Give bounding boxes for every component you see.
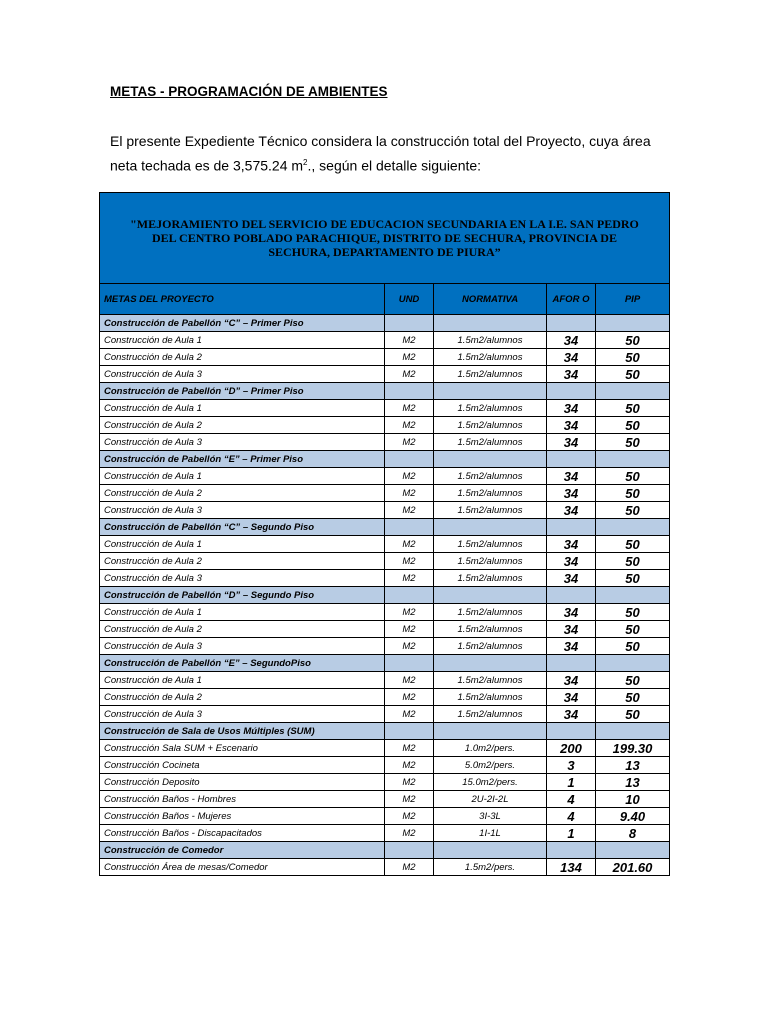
section-empty-cell <box>596 723 670 740</box>
aforo-cell: 34 <box>547 706 596 723</box>
aforo-cell: 34 <box>547 570 596 587</box>
section-row <box>100 451 670 468</box>
section-empty-cell <box>385 842 434 859</box>
table-row <box>100 434 670 451</box>
normativa-cell: 1.5m2/alumnos <box>434 349 547 366</box>
section-empty-cell <box>385 655 434 672</box>
und-cell: M2 <box>385 485 434 502</box>
meta-cell: Construcción Baños - Hombres <box>100 791 385 808</box>
table-row <box>100 774 670 791</box>
section-empty-cell <box>596 842 670 859</box>
section-empty-cell <box>547 451 596 468</box>
aforo-cell: 34 <box>547 366 596 383</box>
meta-cell: Construcción de Aula 2 <box>100 553 385 570</box>
section-empty-cell <box>547 315 596 332</box>
table-row <box>100 400 670 417</box>
normativa-cell: 1.5m2/alumnos <box>434 485 547 502</box>
und-cell: M2 <box>385 536 434 553</box>
normativa-cell: 1I-1L <box>434 825 547 842</box>
pip-cell: 50 <box>596 468 670 485</box>
pip-cell: 50 <box>596 672 670 689</box>
section-row <box>100 315 670 332</box>
table-row <box>100 332 670 349</box>
section-title: Construcción de Pabellón “C” – Segundo Piso <box>100 519 385 536</box>
meta-cell: Construcción Deposito <box>100 774 385 791</box>
aforo-cell: 134 <box>547 859 596 876</box>
table-row <box>100 502 670 519</box>
pip-cell: 50 <box>596 417 670 434</box>
table-row <box>100 553 670 570</box>
section-title: Construcción de Pabellón “E” – SegundoPiso <box>100 655 385 672</box>
section-empty-cell <box>596 315 670 332</box>
table-row <box>100 689 670 706</box>
aforo-cell: 34 <box>547 536 596 553</box>
pip-cell: 50 <box>596 706 670 723</box>
pip-cell: 50 <box>596 638 670 655</box>
intro-superscript: 2 <box>303 158 308 167</box>
pip-cell: 201.60 <box>596 859 670 876</box>
normativa-cell: 1.5m2/alumnos <box>434 621 547 638</box>
meta-cell: Construcción de Aula 3 <box>100 366 385 383</box>
section-row <box>100 655 670 672</box>
aforo-cell: 34 <box>547 400 596 417</box>
meta-cell: Construcción de Aula 2 <box>100 417 385 434</box>
und-cell: M2 <box>385 638 434 655</box>
table-row <box>100 706 670 723</box>
normativa-cell: 1.5m2/alumnos <box>434 689 547 706</box>
und-cell: M2 <box>385 468 434 485</box>
header-normativa: NORMATIVA <box>434 284 547 315</box>
und-cell: M2 <box>385 621 434 638</box>
section-empty-cell <box>385 315 434 332</box>
section-empty-cell <box>547 655 596 672</box>
normativa-cell: 1.5m2/alumnos <box>434 638 547 655</box>
section-empty-cell <box>596 519 670 536</box>
und-cell: M2 <box>385 672 434 689</box>
table-row <box>100 349 670 366</box>
pip-cell: 50 <box>596 536 670 553</box>
table-row <box>100 468 670 485</box>
und-cell: M2 <box>385 604 434 621</box>
section-title: Construcción de Pabellón “C” – Primer Piso <box>100 315 385 332</box>
section-empty-cell <box>385 587 434 604</box>
und-cell: M2 <box>385 332 434 349</box>
table-row <box>100 485 670 502</box>
und-cell: M2 <box>385 825 434 842</box>
meta-cell: Construcción de Aula 3 <box>100 502 385 519</box>
und-cell: M2 <box>385 400 434 417</box>
und-cell: M2 <box>385 808 434 825</box>
normativa-cell: 1.5m2/alumnos <box>434 706 547 723</box>
section-row <box>100 587 670 604</box>
pip-cell: 8 <box>596 825 670 842</box>
und-cell: M2 <box>385 706 434 723</box>
section-empty-cell <box>434 842 547 859</box>
aforo-cell: 34 <box>547 349 596 366</box>
normativa-cell: 1.5m2/alumnos <box>434 553 547 570</box>
meta-cell: Construcción de Aula 3 <box>100 434 385 451</box>
aforo-cell: 34 <box>547 689 596 706</box>
und-cell: M2 <box>385 740 434 757</box>
section-empty-cell <box>434 587 547 604</box>
normativa-cell: 1.5m2/alumnos <box>434 604 547 621</box>
section-empty-cell <box>596 451 670 468</box>
table-header-row <box>100 284 670 315</box>
aforo-cell: 34 <box>547 434 596 451</box>
section-empty-cell <box>547 519 596 536</box>
und-cell: M2 <box>385 502 434 519</box>
und-cell: M2 <box>385 366 434 383</box>
aforo-cell: 34 <box>547 485 596 502</box>
section-title: Construcción de Comedor <box>100 842 385 859</box>
header-metas: METAS DEL PROYECTO <box>100 284 385 315</box>
intro-text: El presente Expediente Técnico considera la construcción total del Proyecto, cuya área neta techada es de 3,575.24 m <box>110 133 651 174</box>
meta-cell: Construcción de Aula 1 <box>100 604 385 621</box>
header-pip: PIP <box>596 284 670 315</box>
und-cell: M2 <box>385 689 434 706</box>
section-title: Construcción de Pabellón “D” – Segundo Piso <box>100 587 385 604</box>
meta-cell: Construcción Baños - Discapacitados <box>100 825 385 842</box>
section-title: Construcción de Pabellón “D” – Primer Piso <box>100 383 385 400</box>
und-cell: M2 <box>385 417 434 434</box>
normativa-cell: 1.5m2/alumnos <box>434 332 547 349</box>
normativa-cell: 15.0m2/pers. <box>434 774 547 791</box>
section-empty-cell <box>434 655 547 672</box>
section-title: Construcción de Sala de Usos Múltiples (SUM) <box>100 723 385 740</box>
table-row <box>100 570 670 587</box>
aforo-cell: 34 <box>547 332 596 349</box>
normativa-cell: 1.5m2/alumnos <box>434 417 547 434</box>
section-empty-cell <box>385 451 434 468</box>
meta-cell: Construcción de Aula 1 <box>100 468 385 485</box>
aforo-cell: 34 <box>547 553 596 570</box>
aforo-cell: 4 <box>547 791 596 808</box>
section-row <box>100 519 670 536</box>
header-aforo: AFOR O <box>547 284 596 315</box>
normativa-cell: 1.0m2/pers. <box>434 740 547 757</box>
table-row <box>100 808 670 825</box>
normativa-cell: 1.5m2/alumnos <box>434 502 547 519</box>
meta-cell: Construcción de Aula 2 <box>100 689 385 706</box>
normativa-cell: 3I-3L <box>434 808 547 825</box>
pip-cell: 10 <box>596 791 670 808</box>
section-empty-cell <box>547 587 596 604</box>
normativa-cell: 1.5m2/alumnos <box>434 434 547 451</box>
header-und: UND <box>385 284 434 315</box>
pip-cell: 50 <box>596 689 670 706</box>
normativa-cell: 1.5m2/alumnos <box>434 468 547 485</box>
meta-cell: Construcción de Aula 3 <box>100 706 385 723</box>
table-row <box>100 825 670 842</box>
section-empty-cell <box>385 723 434 740</box>
aforo-cell: 4 <box>547 808 596 825</box>
pip-cell: 50 <box>596 400 670 417</box>
und-cell: M2 <box>385 774 434 791</box>
table-row <box>100 672 670 689</box>
pip-cell: 50 <box>596 570 670 587</box>
table-row <box>100 604 670 621</box>
meta-cell: Construcción Área de mesas/Comedor <box>100 859 385 876</box>
meta-cell: Construcción de Aula 2 <box>100 349 385 366</box>
normativa-cell: 1.5m2/alumnos <box>434 536 547 553</box>
section-empty-cell <box>434 383 547 400</box>
meta-cell: Construcción de Aula 1 <box>100 332 385 349</box>
normativa-cell: 1.5m2/alumnos <box>434 672 547 689</box>
section-empty-cell <box>434 723 547 740</box>
table-row <box>100 536 670 553</box>
table-row <box>100 859 670 876</box>
meta-cell: Construcción de Aula 1 <box>100 400 385 417</box>
pip-cell: 50 <box>596 349 670 366</box>
aforo-cell: 34 <box>547 638 596 655</box>
section-empty-cell <box>434 451 547 468</box>
normativa-cell: 1.5m2/alumnos <box>434 366 547 383</box>
pip-cell: 9.40 <box>596 808 670 825</box>
section-row <box>100 383 670 400</box>
meta-cell: Construcción de Aula 1 <box>100 672 385 689</box>
aforo-cell: 34 <box>547 468 596 485</box>
section-empty-cell <box>385 519 434 536</box>
aforo-cell: 1 <box>547 825 596 842</box>
und-cell: M2 <box>385 757 434 774</box>
table-row <box>100 757 670 774</box>
pip-cell: 13 <box>596 757 670 774</box>
aforo-cell: 34 <box>547 672 596 689</box>
table-row <box>100 366 670 383</box>
pip-cell: 50 <box>596 502 670 519</box>
pip-cell: 199.30 <box>596 740 670 757</box>
und-cell: M2 <box>385 349 434 366</box>
metas-table <box>99 192 670 876</box>
pip-cell: 50 <box>596 621 670 638</box>
aforo-cell: 34 <box>547 417 596 434</box>
table-row <box>100 638 670 655</box>
section-row <box>100 842 670 859</box>
normativa-cell: 1.5m2/alumnos <box>434 400 547 417</box>
page-heading: METAS - PROGRAMACIÓN DE AMBIENTES <box>110 84 388 99</box>
section-empty-cell <box>547 842 596 859</box>
pip-cell: 50 <box>596 434 670 451</box>
meta-cell: Construcción de Aula 2 <box>100 485 385 502</box>
pip-cell: 50 <box>596 485 670 502</box>
section-empty-cell <box>385 383 434 400</box>
aforo-cell: 34 <box>547 502 596 519</box>
pip-cell: 50 <box>596 604 670 621</box>
meta-cell: Construcción Cocineta <box>100 757 385 774</box>
table-row <box>100 621 670 638</box>
section-title: Construcción de Pabellón “E” – Primer Piso <box>100 451 385 468</box>
und-cell: M2 <box>385 553 434 570</box>
pip-cell: 50 <box>596 366 670 383</box>
section-empty-cell <box>434 315 547 332</box>
section-row <box>100 723 670 740</box>
aforo-cell: 34 <box>547 621 596 638</box>
normativa-cell: 1.5m2/pers. <box>434 859 547 876</box>
und-cell: M2 <box>385 434 434 451</box>
aforo-cell: 34 <box>547 604 596 621</box>
aforo-cell: 200 <box>547 740 596 757</box>
meta-cell: Construcción Sala SUM + Escenario <box>100 740 385 757</box>
normativa-cell: 1.5m2/alumnos <box>434 570 547 587</box>
meta-cell: Construcción Baños - Mujeres <box>100 808 385 825</box>
pip-cell: 50 <box>596 332 670 349</box>
intro-text-end: ., según el detalle siguiente: <box>307 157 482 174</box>
table-row <box>100 740 670 757</box>
section-empty-cell <box>596 587 670 604</box>
table-row <box>100 791 670 808</box>
section-empty-cell <box>434 519 547 536</box>
table-row <box>100 417 670 434</box>
section-empty-cell <box>547 723 596 740</box>
normativa-cell: 5.0m2/pers. <box>434 757 547 774</box>
section-empty-cell <box>596 655 670 672</box>
pip-cell: 50 <box>596 553 670 570</box>
project-title: "MEJORAMIENTO DEL SERVICIO DE EDUCACION SECUNDARIA EN LA I.E. SAN PEDRO DEL CENTRO POBLADO PARACHIQUE, DISTRITO DE SECHURA, PROVINCIA DE SECHURA, DEPARTAMENTO DE PIURA” <box>100 193 670 284</box>
meta-cell: Construcción de Aula 1 <box>100 536 385 553</box>
und-cell: M2 <box>385 791 434 808</box>
und-cell: M2 <box>385 570 434 587</box>
intro-paragraph <box>110 130 670 177</box>
und-cell: M2 <box>385 859 434 876</box>
section-empty-cell <box>596 383 670 400</box>
aforo-cell: 1 <box>547 774 596 791</box>
aforo-cell: 3 <box>547 757 596 774</box>
pip-cell: 13 <box>596 774 670 791</box>
section-empty-cell <box>547 383 596 400</box>
meta-cell: Construcción de Aula 2 <box>100 621 385 638</box>
normativa-cell: 2U-2I-2L <box>434 791 547 808</box>
meta-cell: Construcción de Aula 3 <box>100 638 385 655</box>
meta-cell: Construcción de Aula 3 <box>100 570 385 587</box>
